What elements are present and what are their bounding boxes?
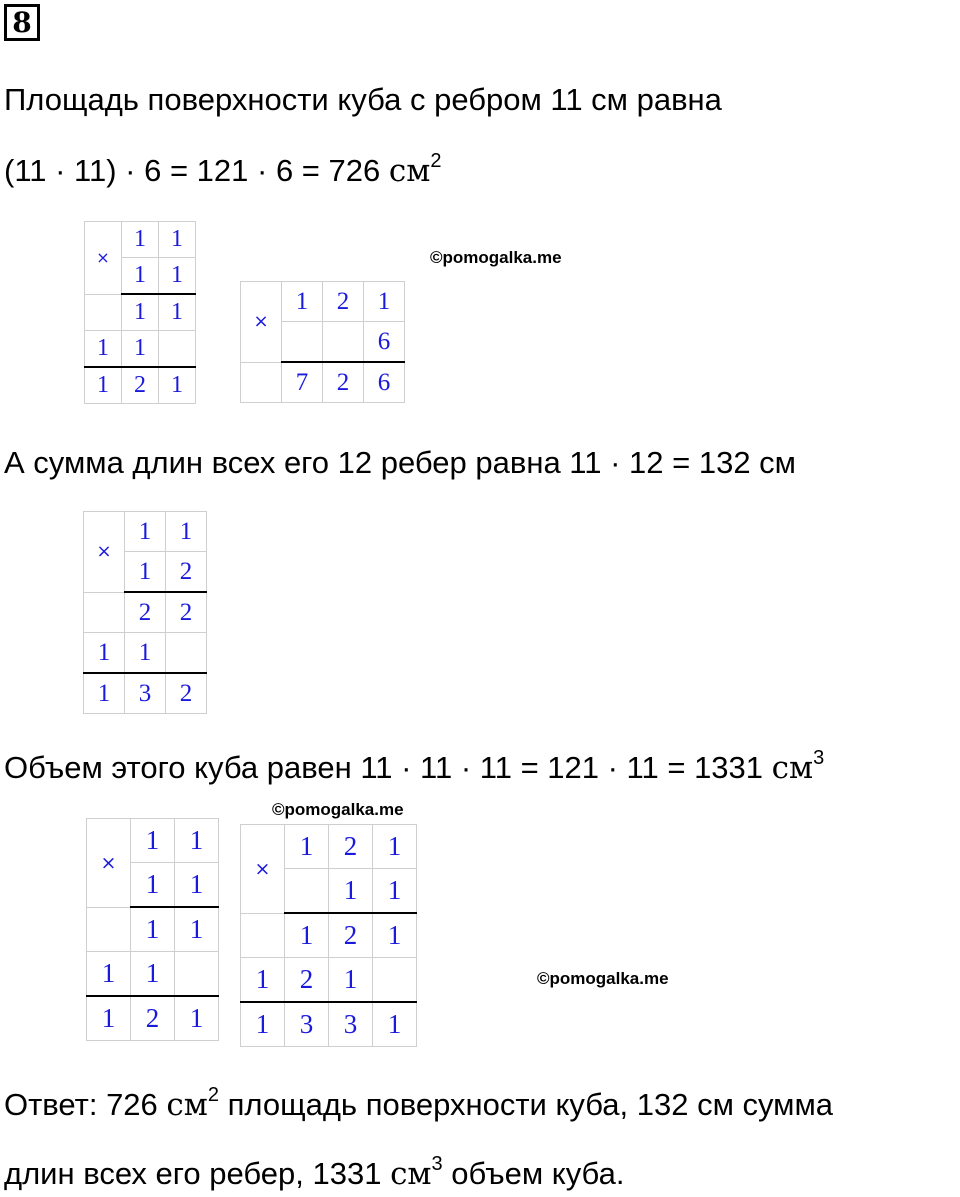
digit: 1 — [373, 913, 417, 958]
text-line-surface-area: Площадь поверхности куба с ребром 11 см равна — [4, 82, 722, 117]
digit: 2 — [166, 673, 207, 714]
digit: 1 — [373, 1002, 417, 1047]
digit: 7 — [282, 362, 323, 403]
digit: 6 — [364, 362, 405, 403]
answer-prefix: длин всех его ребер, 1331 — [4, 1156, 391, 1191]
digit: 1 — [125, 633, 166, 674]
surface-expression: (11 · 11) · 6 = 121 · 6 = 726 — [4, 153, 389, 188]
digit: 1 — [122, 294, 159, 331]
digit: 1 — [175, 907, 219, 952]
digit: 1 — [329, 958, 373, 1003]
multiply-sign: × — [87, 819, 131, 908]
digit: 2 — [323, 362, 364, 403]
answer-prefix: Ответ: 726 — [4, 1087, 167, 1122]
answer-suffix: площадь поверхности куба, 132 см сумма — [219, 1087, 834, 1122]
digit: 2 — [122, 367, 159, 404]
digit: 1 — [175, 863, 219, 908]
digit: 3 — [285, 1002, 329, 1047]
text-line-surface-formula — [4, 150, 442, 189]
digit — [282, 322, 323, 363]
digit: 2 — [285, 958, 329, 1003]
digit: 2 — [125, 592, 166, 633]
digit: 1 — [241, 958, 285, 1003]
digit: 6 — [364, 322, 405, 363]
digit: 1 — [159, 367, 196, 404]
digit: 3 — [125, 673, 166, 714]
digit: 2 — [329, 913, 373, 958]
digit: 1 — [159, 294, 196, 331]
digit: 1 — [87, 952, 131, 997]
digit: 1 — [85, 331, 122, 368]
answer-line-1 — [4, 1084, 834, 1123]
digit — [175, 952, 219, 997]
digit: 1 — [285, 825, 329, 869]
answer-line-2 — [4, 1153, 625, 1192]
digit: 1 — [131, 863, 175, 908]
digit: 2 — [166, 552, 207, 593]
digit: 1 — [131, 907, 175, 952]
digit: 1 — [166, 512, 207, 552]
digit — [323, 322, 364, 363]
digit — [166, 633, 207, 674]
unit-cm: см — [388, 153, 431, 189]
digit: 1 — [241, 1002, 285, 1047]
digit: 1 — [329, 869, 373, 914]
calc-11x11-second — [86, 818, 219, 1041]
digit: 1 — [285, 913, 329, 958]
digit: 1 — [373, 825, 417, 869]
digit: 1 — [125, 512, 166, 552]
answer-suffix: объем куба. — [442, 1156, 625, 1191]
watermark: ©pomogalka.me — [430, 248, 562, 267]
unit-cm: см — [771, 750, 814, 786]
unit-cm: см — [390, 1156, 432, 1192]
digit: 1 — [373, 869, 417, 914]
digit — [241, 362, 282, 403]
multiply-sign: × — [84, 512, 125, 593]
watermark: ©pomogalka.me — [537, 969, 669, 988]
digit: 1 — [122, 222, 159, 258]
task-number: 8 — [4, 4, 40, 41]
unit-exponent: 3 — [431, 1153, 443, 1175]
calc-121x6 — [240, 281, 405, 403]
watermark: ©pomogalka.me — [272, 800, 404, 819]
digit: 1 — [87, 996, 131, 1041]
unit-cm: см — [166, 1087, 208, 1123]
digit: 1 — [364, 282, 405, 322]
digit: 1 — [122, 258, 159, 295]
digit: 1 — [131, 819, 175, 863]
digit: 2 — [329, 825, 373, 869]
digit — [85, 294, 122, 331]
digit: 1 — [159, 222, 196, 258]
digit: 2 — [131, 996, 175, 1041]
multiply-sign: × — [241, 825, 285, 914]
unit-exponent: 2 — [430, 150, 442, 172]
digit: 1 — [282, 282, 323, 322]
digit — [241, 913, 285, 958]
digit: 1 — [85, 367, 122, 404]
digit: 3 — [329, 1002, 373, 1047]
digit: 1 — [84, 633, 125, 674]
digit: 1 — [84, 673, 125, 714]
digit: 2 — [323, 282, 364, 322]
digit: 1 — [122, 331, 159, 368]
digit — [373, 958, 417, 1003]
digit — [159, 331, 196, 368]
digit: 1 — [175, 819, 219, 863]
digit — [84, 592, 125, 633]
digit: 2 — [166, 592, 207, 633]
calc-11x12 — [83, 511, 207, 714]
digit — [285, 869, 329, 914]
multiply-sign: × — [85, 222, 122, 295]
calc-121x11 — [240, 824, 417, 1047]
digit: 1 — [125, 552, 166, 593]
digit — [87, 907, 131, 952]
text-line-volume — [4, 747, 825, 786]
digit: 1 — [159, 258, 196, 295]
calc-11x11-first — [84, 221, 196, 404]
digit: 1 — [131, 952, 175, 997]
unit-exponent: 2 — [207, 1084, 220, 1106]
multiply-sign: × — [241, 282, 282, 363]
unit-exponent: 3 — [813, 747, 825, 769]
text-line-edge-sum: А сумма длин всех его 12 ребер равна 11 · 12 = 132 см — [4, 445, 796, 480]
digit: 1 — [175, 996, 219, 1041]
volume-expression: Объем этого куба равен 11 · 11 · 11 = 121 · 11 = 1331 — [4, 750, 772, 785]
